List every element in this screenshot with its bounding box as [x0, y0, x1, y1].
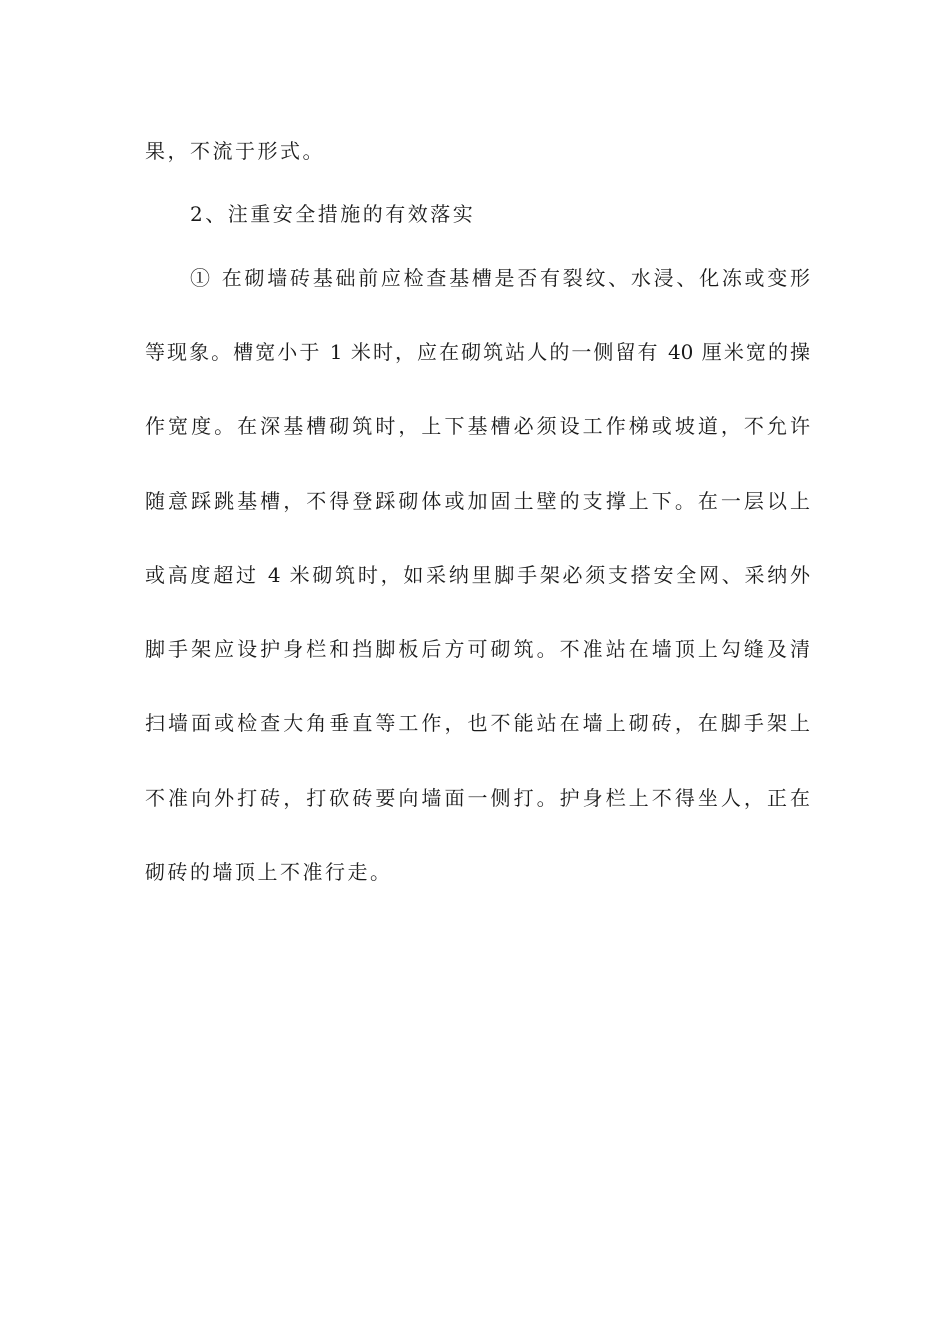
paragraph-line-4: 等现象。槽宽小于 1 米时，应在砌筑站人的一侧留有 40 厘米宽的操 [145, 340, 810, 364]
paragraph-line-6: 随意踩跳基槽，不得登踩砌体或加固土壁的支撑上下。在一层以上 [145, 489, 810, 513]
paragraph-line-7: 或高度超过 4 米砌筑时，如采纳里脚手架必须支搭安全网、采纳外 [145, 563, 810, 587]
paragraph-line-10: 不准向外打砖，打砍砖要向墙面一侧打。护身栏上不得坐人，正在 [145, 786, 810, 810]
paragraph-line-5: 作宽度。在深基槽砌筑时，上下基槽必须设工作梯或坡道，不允许 [145, 414, 810, 438]
paragraph-line-3: ① 在砌墙砖基础前应检查基槽是否有裂纹、水浸、化冻或变形 [190, 266, 810, 290]
paragraph-line-1: 果，不流于形式。 [145, 139, 325, 163]
paragraph-line-9: 扫墙面或检查大角垂直等工作，也不能站在墙上砌砖，在脚手架上 [145, 711, 810, 735]
paragraph-line-8: 脚手架应设护身栏和挡脚板后方可砌筑。不准站在墙顶上勾缝及清 [145, 637, 810, 661]
paragraph-line-11: 砌砖的墙顶上不准行走。 [145, 860, 393, 884]
section-heading: 2、注重安全措施的有效落实 [190, 202, 476, 226]
